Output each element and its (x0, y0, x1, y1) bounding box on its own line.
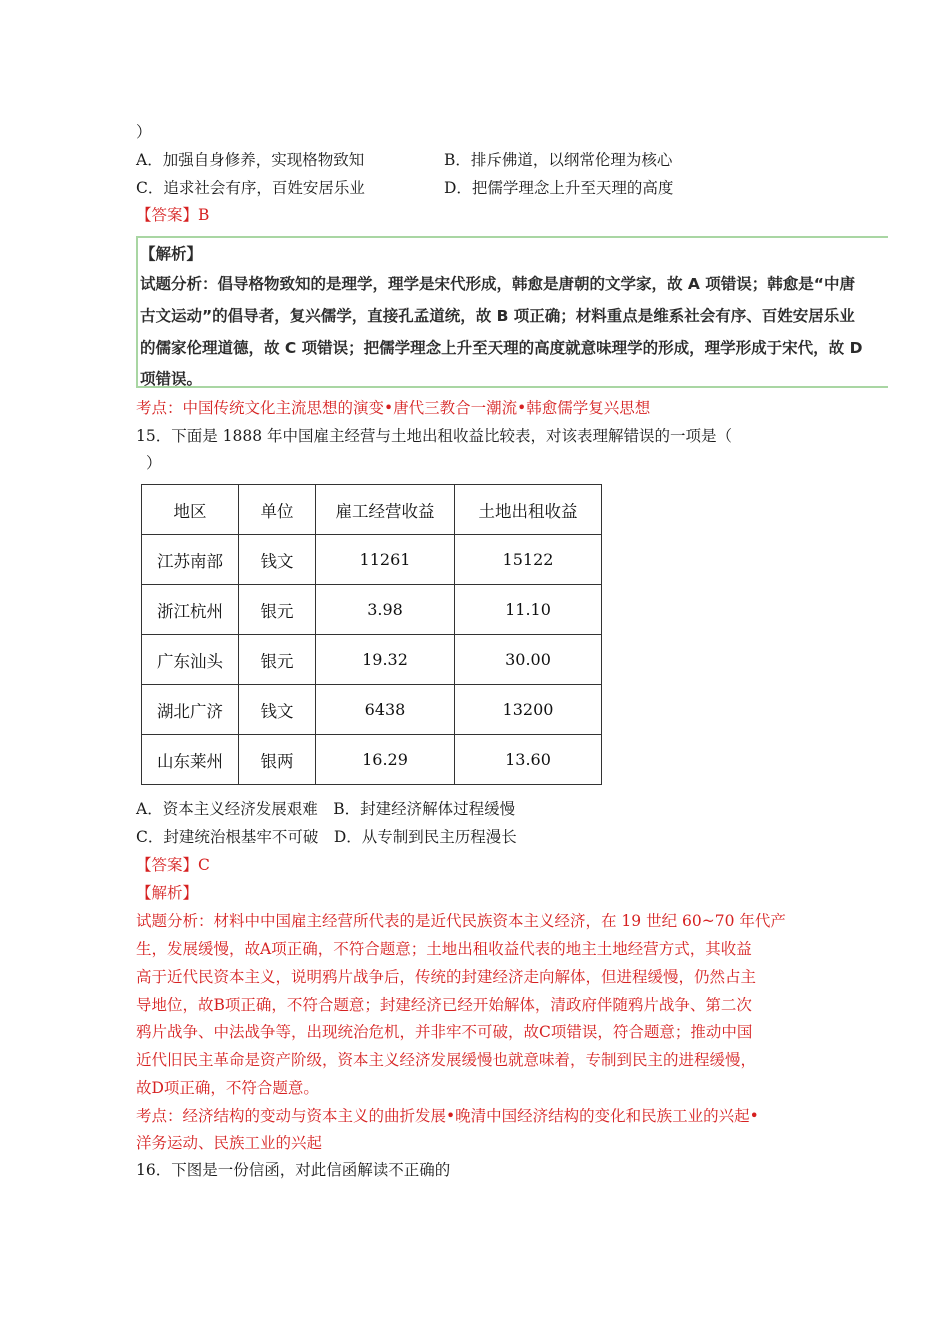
q14-option-c: C．追求社会有序，百姓安居乐业 (136, 179, 365, 197)
q14-analysis-line: 项错误。 (140, 370, 203, 388)
table-cell: 银元 (239, 635, 316, 685)
table-header-cell: 单位 (239, 485, 316, 535)
q15-analysis-title: 【解析】 (136, 884, 199, 902)
q14-analysis-box (136, 236, 888, 388)
q14-analysis-line: 的儒家伦理道德，故 C 项错误；把儒学理念上升至天理的高度就意味理学的形成，理学形成于宋代，故 D (140, 339, 863, 357)
table-cell: 13.60 (455, 735, 602, 785)
q14-closing-paren: ） (136, 123, 152, 141)
table-cell: 13200 (455, 685, 602, 735)
table-cell: 11261 (316, 535, 455, 585)
table-cell: 钱文 (239, 685, 316, 735)
table-cell: 广东汕头 (142, 635, 239, 685)
q15-analysis-line: 鸦片战争、中法战争等，出现统治危机，并非牢不可破，故C项错误，符合题意；推动中国 (136, 1023, 753, 1041)
q14-analysis-title: 【解析】 (140, 245, 203, 263)
table-row (142, 735, 602, 785)
q14-option-a: A．加强自身修养，实现格物致知 (136, 151, 365, 169)
q14-analysis-line: 试题分析：倡导格物致知的是理学，理学是宋代形成，韩愈是唐朝的文学家，故 A 项错误；韩愈是“中唐 (140, 275, 855, 293)
q15-stem-paren: ） (146, 454, 162, 472)
table-cell: 3.98 (316, 585, 455, 635)
q14-option-b: B．排斥佛道，以纲常伦理为核心 (444, 151, 673, 169)
q14-analysis-line: 古文运动”的倡导者，复兴儒学，直接孔孟道统，故 B 项正确；材料重点是维系社会有序、百姓安居乐业 (140, 307, 855, 325)
q15-answer: 【答案】C (136, 856, 210, 874)
q15-options-ab: A．资本主义经济发展艰难 B．封建经济解体过程缓慢 (136, 800, 516, 818)
q15-analysis-line: 近代旧民主革命是资产阶级，资本主义经济发展缓慢也就意味着，专制到民主的进程缓慢， (136, 1051, 757, 1069)
table-cell: 钱文 (239, 535, 316, 585)
table-cell: 16.29 (316, 735, 455, 785)
q14-kaodian: 考点：中国传统文化主流思想的演变•唐代三教合一潮流•韩愈儒学复兴思想 (136, 399, 651, 417)
table-row (142, 535, 602, 585)
table-row (142, 685, 602, 735)
table-row (142, 585, 602, 635)
q15-analysis-line: 导地位，故B项正确，不符合题意；封建经济已经开始解体，清政府伴随鸦片战争、第二次 (136, 996, 752, 1014)
table-cell: 山东莱州 (142, 735, 239, 785)
table-header-cell: 土地出租收益 (455, 485, 602, 535)
table-cell: 11.10 (455, 585, 602, 635)
table-cell: 浙江杭州 (142, 585, 239, 635)
table-cell: 江苏南部 (142, 535, 239, 585)
q14-answer: 【答案】B (136, 206, 210, 224)
q15-kaodian: 考点：经济结构的变动与资本主义的曲折发展•晚清中国经济结构的变化和民族工业的兴起• (136, 1107, 759, 1125)
table-header-row (142, 485, 602, 535)
q15-analysis-line: 生，发展缓慢，故A项正确，不符合题意；土地出租收益代表的地主土地经营方式，其收益 (136, 940, 752, 958)
q15-table (141, 484, 602, 785)
table-header-cell: 地区 (142, 485, 239, 535)
q14-option-d: D．把儒学理念上升至天理的高度 (444, 179, 674, 197)
table-cell: 银两 (239, 735, 316, 785)
q15-stem: 15．下面是 1888 年中国雇主经营与土地出租收益比较表，对该表理解错误的一项是（ (136, 427, 733, 445)
q15-analysis-line: 高于近代民资本主义，说明鸦片战争后，传统的封建经济走向解体，但进程缓慢，仍然占主 (136, 968, 757, 986)
table-cell: 湖北广济 (142, 685, 239, 735)
table-cell: 19.32 (316, 635, 455, 685)
q15-analysis-line: 故D项正确，不符合题意。 (136, 1079, 319, 1097)
table-row (142, 635, 602, 685)
table-cell: 30.00 (455, 635, 602, 685)
q15-options-cd: C．封建统治根基牢不可破 D．从专制到民主历程漫长 (136, 828, 517, 846)
table-cell: 15122 (455, 535, 602, 585)
table-cell: 6438 (316, 685, 455, 735)
q16-stem: 16．下图是一份信函，对此信函解读不正确的 (136, 1161, 451, 1179)
q15-kaodian-cont: 洋务运动、民族工业的兴起 (136, 1134, 323, 1152)
q15-analysis-line: 试题分析：材料中中国雇主经营所代表的是近代民族资本主义经济，在 19 世纪 60~70 年代产 (136, 912, 786, 930)
table-header-cell: 雇工经营收益 (316, 485, 455, 535)
table-cell: 银元 (239, 585, 316, 635)
